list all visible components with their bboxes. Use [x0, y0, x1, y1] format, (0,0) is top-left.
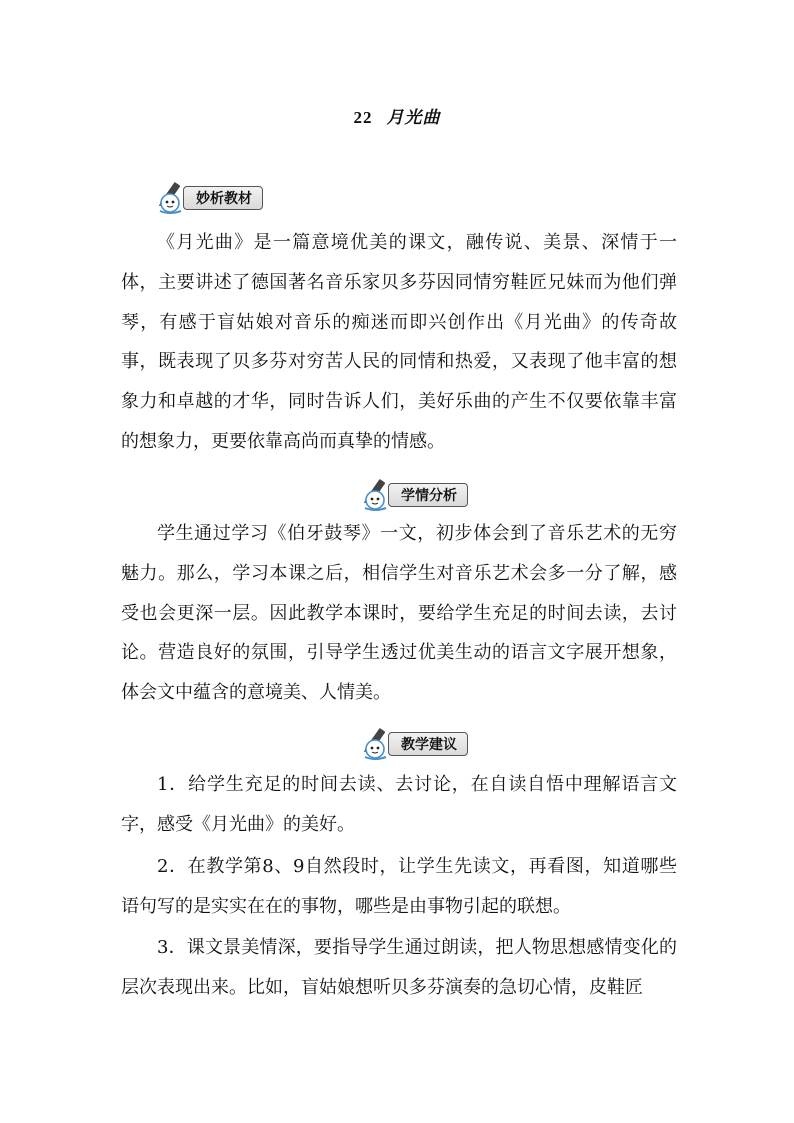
paragraph: 《月光曲》是一篇意境优美的课文，融传说、美景、深情于一体，主要讲述了德国著名音乐家贝多芬因同情穷鞋匠兄妹而为他们弹琴，有感于盲姑娘对音乐的痴迷而即兴创作出《月光曲》的传奇故事，既表现了贝多芬对穷苦人民的同情和热爱，又表现了他丰富的想象力和卓越的才华，同时告诉人们，美好乐曲的产生不仅要依靠丰富的想象力，更要依靠高尚而真挚的情感。 — [121, 232, 677, 452]
lesson-title: 月光曲 — [386, 108, 441, 128]
pencil-mascot-icon — [360, 478, 394, 512]
pencil-mascot-icon — [360, 727, 394, 761]
section-badge: 妙析教材 — [183, 186, 263, 210]
lesson-number: 22 — [353, 108, 373, 127]
pencil-mascot-icon — [155, 181, 189, 215]
page-title — [0, 103, 794, 128]
suggestion-1: 1．给学生充足的时间去读、去讨论，在自读自悟中理解语言文字，感受《月光曲》的美好。 — [121, 774, 677, 835]
section-badge: 学情分析 — [388, 483, 468, 507]
section-badge: 教学建议 — [388, 732, 468, 756]
suggestion-2: 2．在教学第8、9自然段时，让学生先读文，再看图，知道哪些语句写的是实实在在的事物，哪些是由事物引起的联想。 — [121, 856, 677, 917]
section-heading-learning-analysis — [360, 478, 468, 512]
section-heading-textbook-analysis — [155, 181, 263, 215]
paragraph: 学生通过学习《伯牙鼓琴》一文，初步体会到了音乐艺术的无穷魅力。那么，学习本课之后，相信学生对音乐艺术会多一分了解，感受也会更深一层。因此教学本课时，要给学生充足的时间去读，去讨论。营造良好的氛围，引导学生透过优美生动的语言文字展开想象，体会文中蕴含的意境美、人情美。 — [121, 523, 677, 704]
section-heading-teaching-suggestions — [360, 727, 468, 761]
suggestion-3: 3．课文景美情深，要指导学生通过朗读，把人物思想感情变化的层次表现出来。比如，盲姑娘想听贝多芬演奏的急切心情，皮鞋匠 — [121, 937, 677, 998]
